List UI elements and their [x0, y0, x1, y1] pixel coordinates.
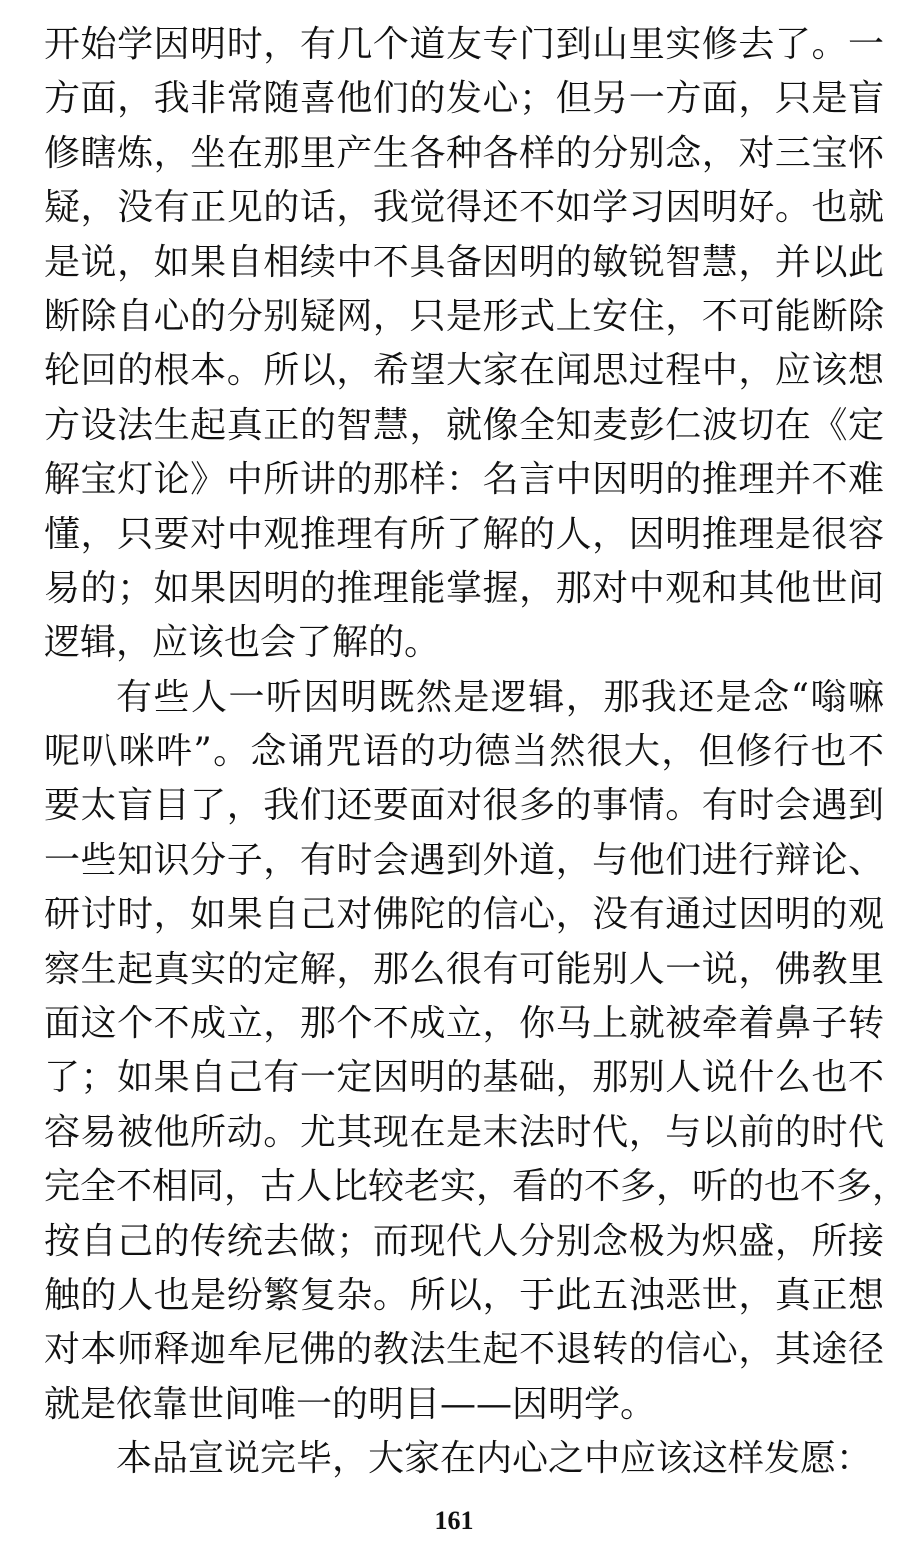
text-line: 完全不相同，古人比较老实，看的不多，听的也不多， — [44, 1166, 908, 1208]
text-line: 断除自心的分别疑网，只是形式上安住，不可能断除 — [44, 295, 884, 337]
text-line: 面这个不成立，那个不成立，你马上就被牵着鼻子转 — [44, 1003, 884, 1045]
text-line: 触的人也是纷繁复杂。所以，于此五浊恶世，真正想 — [44, 1274, 884, 1316]
text-line: 就是依靠世间唯一的明目——因明学。 — [44, 1383, 657, 1425]
text-line: 有些人一听因明既然是逻辑，那我还是念“嗡嘛 — [116, 676, 884, 718]
text-line: 方设法生起真正的智慧，就像全知麦彭仁波切在《定 — [44, 404, 884, 446]
text-line: 开始学因明时，有几个道友专门到山里实修去了。一 — [44, 24, 884, 65]
text-line: 懂，只要对中观推理有所了解的人，因明推理是很容 — [44, 513, 884, 555]
text-line: 方面，我非常随喜他们的发心；但另一方面，只是盲 — [44, 78, 884, 120]
text-line: 易的；如果因明的推理能掌握，那对中观和其他世间 — [44, 567, 884, 609]
text-line: 逻辑，应该也会了解的。 — [44, 622, 441, 664]
body-text — [44, 18, 908, 1487]
text-line: 本品宣说完毕，大家在内心之中应该这样发愿： — [116, 1438, 873, 1480]
text-line: 察生起真实的定解，那么很有可能别人一说，佛教里 — [44, 948, 884, 990]
text-line: 对本师释迦牟尼佛的教法生起不退转的信心，其途径 — [44, 1329, 884, 1371]
page-number: 161 — [434, 1506, 474, 1535]
text-line: 了；如果自己有一定因明的基础，那别人说什么也不 — [44, 1057, 884, 1099]
text-line: 是说，如果自相续中不具备因明的敏锐智慧，并以此 — [44, 241, 884, 283]
text-line: 解宝灯论》中所讲的那样：名言中因明的推理并不难 — [44, 459, 884, 501]
text-line: 修瞎炼，坐在那里产生各种各样的分别念，对三宝怀 — [44, 132, 884, 174]
text-line: 研讨时，如果自己对佛陀的信心，没有通过因明的观 — [44, 894, 884, 936]
text-line: 呢叭咪吽”。念诵咒语的功德当然很大，但修行也不 — [44, 731, 884, 773]
text-line: 要太盲目了，我们还要面对很多的事情。有时会遇到 — [44, 785, 884, 827]
text-line: 一些知识分子，有时会遇到外道，与他们进行辩论、 — [44, 839, 884, 881]
text-line: 容易被他所动。尤其现在是末法时代，与以前的时代 — [44, 1111, 884, 1153]
text-line: 轮回的根本。所以，希望大家在闻思过程中，应该想 — [44, 350, 884, 392]
text-line: 疑，没有正见的话，我觉得还不如学习因明好。也就 — [44, 187, 884, 229]
text-line: 按自己的传统去做；而现代人分别念极为炽盛，所接 — [44, 1220, 884, 1262]
